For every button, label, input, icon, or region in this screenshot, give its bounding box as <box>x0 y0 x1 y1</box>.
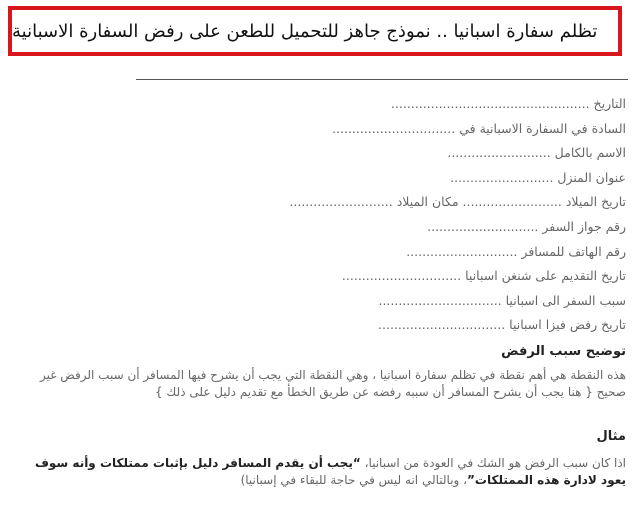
form-fields-list <box>26 92 626 338</box>
field-embassy-addressee: السادة في السفارة الاسبانية في ............................... <box>332 120 626 136</box>
field-passport-number: رقم جواز السفر ............................ <box>427 218 626 234</box>
example-paragraph <box>14 455 626 489</box>
page-title: تظلم سفارة اسبانيا .. نموذج جاهز للتحميل للطعن على رفض السفارة الاسبانية <box>12 20 598 42</box>
field-full-name: الاسم بالكامل .......................... <box>447 145 626 161</box>
field-home-address: عنوان المنزل .......................... <box>450 169 626 185</box>
title-banner <box>8 6 622 56</box>
example-text-after: ، وبالتالي انه ليس في حاجة للبقاء في إسبانيا) <box>240 473 468 487</box>
field-travel-reason: سبب السفر الى اسبانيا ............................... <box>378 292 626 308</box>
field-date: التاريخ .................................................. <box>390 96 626 111</box>
field-phone-number: رقم الهاتف للمسافر ............................ <box>406 243 626 259</box>
field-refusal-date: تاريخ رفض فيزا اسبانيا ................................ <box>378 317 626 333</box>
reason-paragraph: هذه النقطة هي أهم نقطة في تظلم سفارة اسبانيا ، وهي النقطة التي يجب أن يشرح فيها المسافر أن سبب الرفض غير صحيح { هنا يجب أن يشرح المسافر أن سببه رفضه عن طريق الخطأ مع تقديم دليل على ذلك } <box>39 368 626 399</box>
reason-heading: توضيح سبب الرفض <box>501 344 626 359</box>
field-application-date: تاريخ التقديم على شنغن اسبانيا .............................. <box>341 268 626 284</box>
example-heading: مثال <box>596 429 626 444</box>
example-bold-quote: “يجب أن يقدم المسافر دليل بإثبات ممتلكات وأنه سوف يعود لادارة هذه الممتلكات” <box>34 456 626 487</box>
horizontal-divider <box>136 79 628 80</box>
example-text-before: اذا كان سبب الرفض هو الشك في العودة من اسبانيا، <box>360 456 626 470</box>
field-birth-date-place: تاريخ الميلاد ......................... مكان الميلاد .......................... <box>289 194 626 210</box>
